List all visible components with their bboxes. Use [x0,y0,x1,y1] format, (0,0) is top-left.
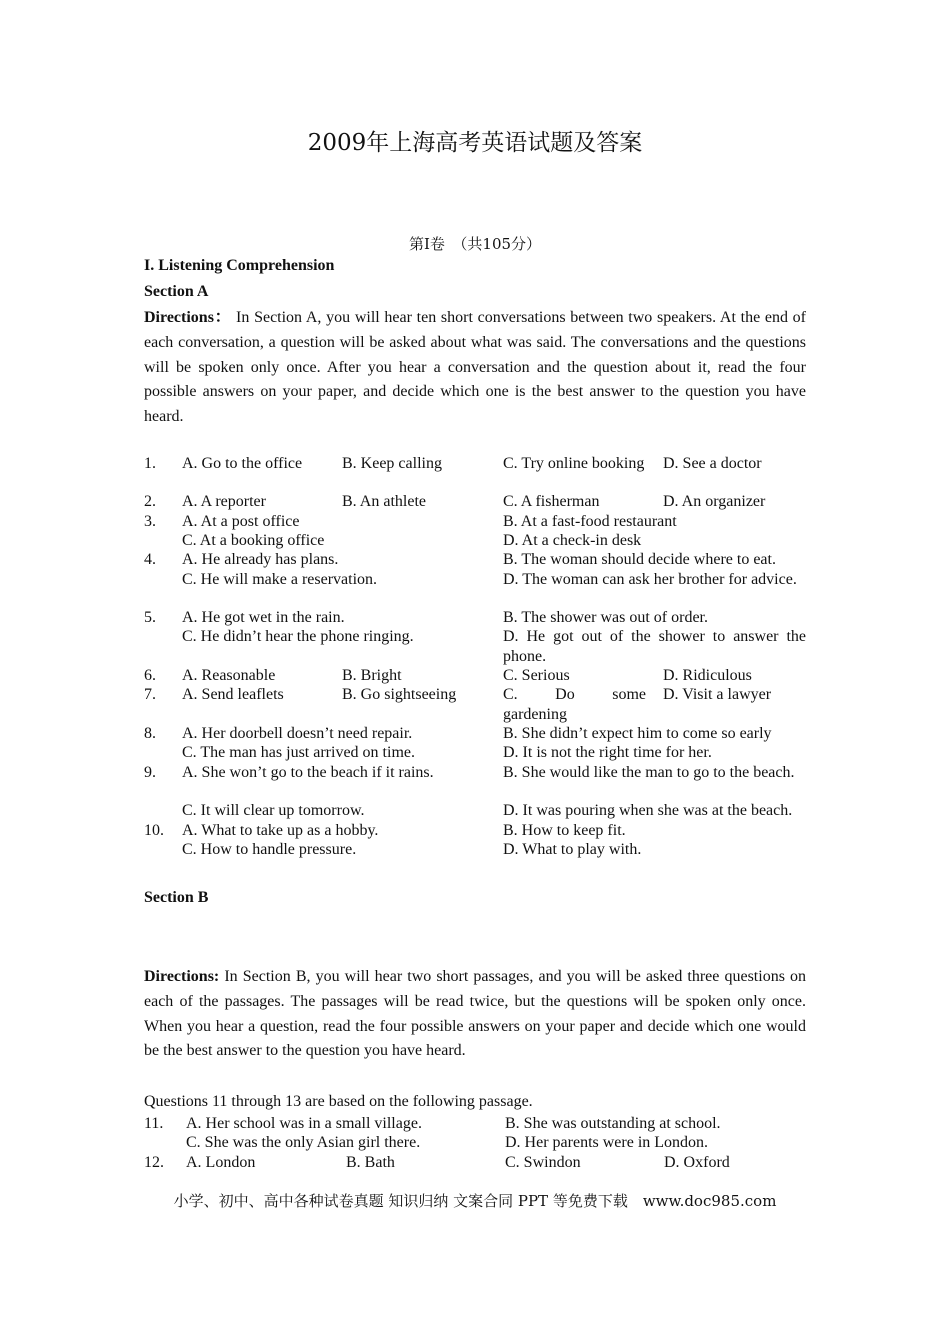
option-d: D. See a doctor [663,455,762,472]
directions-text: In Section A, you will hear ten short conversations between two speakers. At the end of each conversation, a question will be asked about what was said. The conversations and the questions will be spoken only once. After you hear a conversation and the question about it, read the four possible answers on your paper, and decide which one is the best answer to the question you have heard. [144,309,806,426]
option-a: A. She won’t go to the beach if it rains. [182,764,434,781]
option-a: A. What to take up as a hobby. [182,822,379,839]
option-b: B. The shower was out of order. [503,609,708,626]
volume-heading: 第I卷 （共105分） [408,235,542,253]
question-number: 7. [144,686,156,703]
option-a: A. He already has plans. [182,551,339,568]
option-c: C. Try online booking [503,455,645,472]
option-d: D. It was pouring when she was at the beach. [503,802,793,819]
option-c: C. A fisherman [503,493,600,510]
section-b-directions [144,965,806,1064]
option-a: A. Go to the office [182,455,303,472]
option-c: C. She was the only Asian girl there. [186,1134,421,1151]
part-heading: I. Listening Comprehension [144,257,335,274]
question-number: 11. [144,1115,164,1132]
question-number: 4. [144,551,156,568]
option-a: A. Her school was in a small village. [186,1115,422,1132]
option-d: D. The woman can ask her brother for advice. [503,571,797,588]
option-c: C. The man has just arrived on time. [182,744,415,761]
passage-intro: Questions 11 through 13 are based on the following passage. [144,1093,533,1110]
directions-label: Directions： [144,309,232,326]
option-b: B. How to keep fit. [503,822,626,839]
option-c: C. Do some gardening [503,686,646,723]
option-d: D. What to play with. [503,841,642,858]
option-b: B. Bright [342,667,402,684]
option-b: B. She didn’t expect him to come so early [503,725,772,742]
page-footer: 小学、初中、高中各种试卷真题 知识归纳 文案合同 PPT 等免费下载 www.doc985.com [173,1192,777,1210]
option-c: C. Swindon [505,1154,581,1171]
section-b-label: Section B [144,889,209,906]
option-c: C. It will clear up tomorrow. [182,802,365,819]
option-a: A. Reasonable [182,667,276,684]
option-d: D. Her parents were in London. [505,1134,709,1151]
option-b: B. Go sightseeing [342,686,457,703]
option-c: C. He didn’t hear the phone ringing. [182,628,414,645]
option-b: B. Keep calling [342,455,442,472]
directions-label: Directions: [144,968,220,985]
document-title: 2009年上海高考英语试题及答案 [307,130,643,156]
option-d: D. At a check-in desk [503,532,642,549]
option-a: A. Her doorbell doesn’t need repair. [182,725,413,742]
question-number: 2. [144,493,156,510]
option-d: D. Visit a lawyer [663,686,772,703]
directions-text: In Section B, you will hear two short passages, and you will be asked three questions on each of the passages. The passages will be read twice, but the questions will be spoken only once. When you hear a question, read the four possible answers on your paper and decide which one would be the best answer to the question you have heard. [144,968,806,1060]
question-number: 10. [144,822,164,839]
question-number: 8. [144,725,156,742]
option-a: A. At a post office [182,513,300,530]
option-b: B. The woman should decide where to eat. [503,551,776,568]
option-c: C. At a booking office [182,532,325,549]
option-b: B. She would like the man to go to the beach. [503,764,795,781]
option-b: B. At a fast-food restaurant [503,513,677,530]
option-b: B. An athlete [342,493,426,510]
option-a: A. A reporter [182,493,266,510]
question-number: 1. [144,455,156,472]
question-number: 5. [144,609,156,626]
option-d: D. Ridiculous [663,667,752,684]
option-d: D. An organizer [663,493,766,510]
option-a: A. He got wet in the rain. [182,609,345,626]
section-a-directions [144,306,806,430]
option-d: D. He got out of the shower to answer the phone. [503,628,806,665]
option-d: D. Oxford [664,1154,730,1171]
option-b: B. Bath [346,1154,395,1171]
option-a: A. Send leaflets [182,686,284,703]
question-number: 9. [144,764,156,781]
option-c: C. Serious [503,667,570,684]
option-d: D. It is not the right time for her. [503,744,712,761]
option-c: C. He will make a reservation. [182,571,378,588]
question-number: 6. [144,667,156,684]
option-a: A. London [186,1154,256,1171]
option-b: B. She was outstanding at school. [505,1115,721,1132]
question-number: 3. [144,513,156,530]
option-c: C. How to handle pressure. [182,841,357,858]
question-number: 12. [144,1154,164,1171]
section-a-label: Section A [144,283,209,300]
